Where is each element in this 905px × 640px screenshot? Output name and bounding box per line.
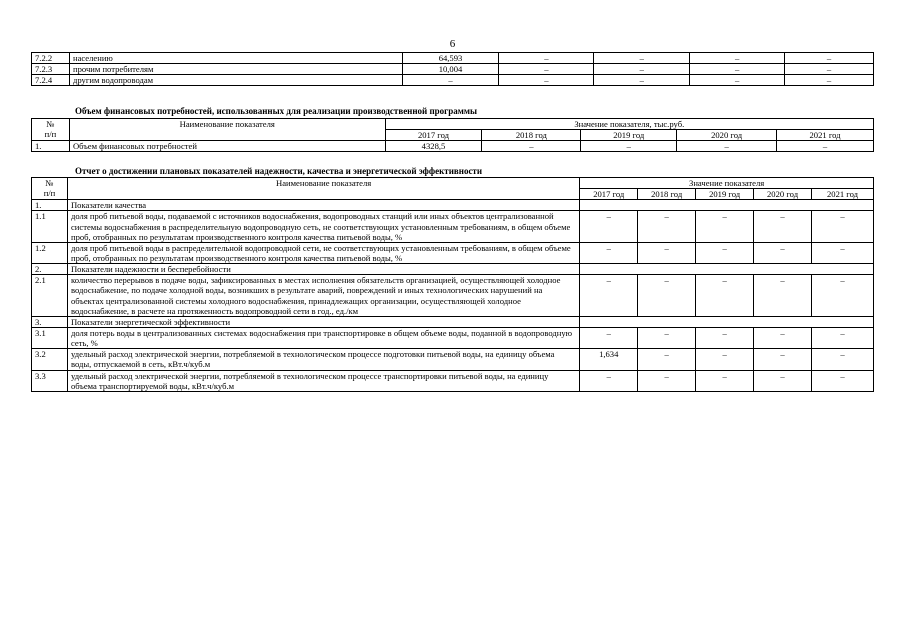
table-row [32, 64, 874, 75]
row-value: – [482, 141, 581, 152]
row-value: – [812, 349, 874, 370]
row-value: – [638, 211, 696, 242]
row-name: доля проб питьевой воды, подаваемой с источников водоснабжения, водопроводных станций или иных объектов централизованной системы водоснабжения в распределительную водопроводную сеть, не соответствующих установленным требованиям, в общем объеме проб, отобранных по результатам производственного контроля качества питьевой воды, % [67, 211, 579, 242]
group-row [32, 316, 874, 327]
row-num: 3.2 [32, 349, 68, 370]
table-row [32, 75, 874, 86]
indicators-continuation-table [31, 52, 874, 86]
table-row [32, 275, 874, 317]
row-value: – [785, 75, 874, 86]
col-num-header: № п/п [32, 178, 68, 200]
row-value: – [812, 370, 874, 391]
row-value: – [499, 53, 594, 64]
row-value: – [812, 242, 874, 263]
row-name: населению [69, 53, 402, 64]
row-name: удельный расход электрической энергии, потребляемой в технологическом процессе транспортировки питьевой воды, на единицу объема транспортируемой воды, кВт.ч/куб.м [67, 370, 579, 391]
table1-body [32, 53, 874, 86]
year-header: 2017 год [580, 189, 638, 200]
table2-header-row [32, 119, 874, 130]
reliability-indicators-table [31, 177, 874, 392]
row-value: – [754, 242, 812, 263]
year-header: 2020 год [677, 130, 777, 141]
row-value: – [690, 75, 785, 86]
row-value: – [696, 370, 754, 391]
row-name: прочим потребителям [69, 64, 402, 75]
row-value: – [581, 141, 677, 152]
row-value: – [754, 211, 812, 242]
row-value: – [754, 275, 812, 317]
group-empty [580, 200, 874, 211]
row-value: – [696, 275, 754, 317]
row-value: – [499, 75, 594, 86]
group-row [32, 200, 874, 211]
row-value: – [777, 141, 874, 152]
row-value: – [638, 327, 696, 348]
year-header: 2019 год [696, 189, 754, 200]
row-num: 1. [32, 200, 68, 211]
row-num: 1. [32, 141, 70, 152]
row-num: 1.1 [32, 211, 68, 242]
year-header: 2018 год [638, 189, 696, 200]
row-value: – [677, 141, 777, 152]
row-name: Объем финансовых потребностей [69, 141, 385, 152]
row-num: 7.2.4 [32, 75, 70, 86]
row-value: – [754, 370, 812, 391]
group-empty [580, 264, 874, 275]
row-num: 7.2.3 [32, 64, 70, 75]
row-value: – [402, 75, 499, 86]
row-num: 3.1 [32, 327, 68, 348]
row-value: – [638, 370, 696, 391]
row-value: – [785, 64, 874, 75]
row-value: – [580, 275, 638, 317]
year-header: 2021 год [777, 130, 874, 141]
col-values-header: Значение показателя [580, 178, 874, 189]
row-value: – [812, 211, 874, 242]
row-value: – [812, 327, 874, 348]
table-row [32, 327, 874, 348]
row-value: – [754, 327, 812, 348]
table-row [32, 349, 874, 370]
financial-needs-table [31, 118, 874, 152]
row-value: – [580, 327, 638, 348]
row-value: – [638, 242, 696, 263]
row-name: доля потерь воды в централизованных системах водоснабжения при транспортировке в общем объеме воды, поданной в водопроводную сеть, % [67, 327, 579, 348]
row-name: другим водопроводам [69, 75, 402, 86]
row-value: – [754, 349, 812, 370]
row-value: – [638, 349, 696, 370]
row-value: – [580, 370, 638, 391]
row-value: – [812, 275, 874, 317]
year-header: 2019 год [581, 130, 677, 141]
row-value: 10,004 [402, 64, 499, 75]
table-row [32, 53, 874, 64]
year-header: 2021 год [812, 189, 874, 200]
row-name: доля проб питьевой воды в распределительной водопроводной сети, не соответствующих установленным требованиям, в общем объеме проб, отобранных по результатам производственного контроля качества питьевой воды, % [67, 242, 579, 263]
row-value: 4328,5 [385, 141, 482, 152]
row-value: – [696, 349, 754, 370]
col-name-header: Наименование показателя [67, 178, 579, 200]
report-heading: Отчет о достижении плановых показателей надежности, качества и энергетической эффективности [75, 166, 483, 176]
year-header: 2020 год [754, 189, 812, 200]
row-num: 3. [32, 316, 68, 327]
row-value: – [696, 211, 754, 242]
row-num: 2.1 [32, 275, 68, 317]
group-row [32, 264, 874, 275]
table-row [32, 242, 874, 263]
row-name: количество перерывов в подаче воды, зафиксированных в местах исполнения обязательств организацией, осуществляющей холодное водоснабжение, по подаче холодной воды, возникших в результате аварий, повреждений и иных технологических нарушений на объектах централизованной системы холодного водоснабжения, принадлежащих организации, осуществляющей холодное водоснабжение, в расчете на протяженность водопроводной сети в год., ед./км [67, 275, 579, 317]
row-num: 7.2.2 [32, 53, 70, 64]
col-values-header: Значение показателя, тыс.руб. [385, 119, 873, 130]
row-num: 3.3 [32, 370, 68, 391]
row-value: – [785, 53, 874, 64]
table3-body [32, 178, 874, 392]
row-value: – [580, 242, 638, 263]
group-title: Показатели качества [67, 200, 579, 211]
row-value: – [580, 211, 638, 242]
row-value: – [594, 64, 690, 75]
col-name-header: Наименование показателя [69, 119, 385, 141]
row-value: – [499, 64, 594, 75]
table-row [32, 370, 874, 391]
row-value: – [594, 53, 690, 64]
row-value: – [594, 75, 690, 86]
table-row [32, 211, 874, 242]
financial-needs-heading: Объем финансовых потребностей, использованных для реализации производственной программы [75, 106, 478, 116]
col-num-header: № п/п [32, 119, 70, 141]
row-value: – [638, 275, 696, 317]
group-empty [580, 316, 874, 327]
group-title: Показатели энергетической эффективности [67, 316, 579, 327]
row-num: 1.2 [32, 242, 68, 263]
row-value: – [690, 53, 785, 64]
table-row [32, 141, 874, 152]
row-num: 2. [32, 264, 68, 275]
row-name: удельный расход электрической энергии, потребляемой в технологическом процессе подготовки питьевой воды, на единицу объема воды, отпускаемой в сеть, кВт.ч/куб.м [67, 349, 579, 370]
row-value: – [696, 327, 754, 348]
year-header: 2017 год [385, 130, 482, 141]
year-header: 2018 год [482, 130, 581, 141]
row-value: 1,634 [580, 349, 638, 370]
row-value: 64,593 [402, 53, 499, 64]
group-title: Показатели надежности и бесперебойности [67, 264, 579, 275]
table3-header-row [32, 178, 874, 189]
row-value: – [696, 242, 754, 263]
page-number: 6 [449, 38, 456, 50]
row-value: – [690, 64, 785, 75]
